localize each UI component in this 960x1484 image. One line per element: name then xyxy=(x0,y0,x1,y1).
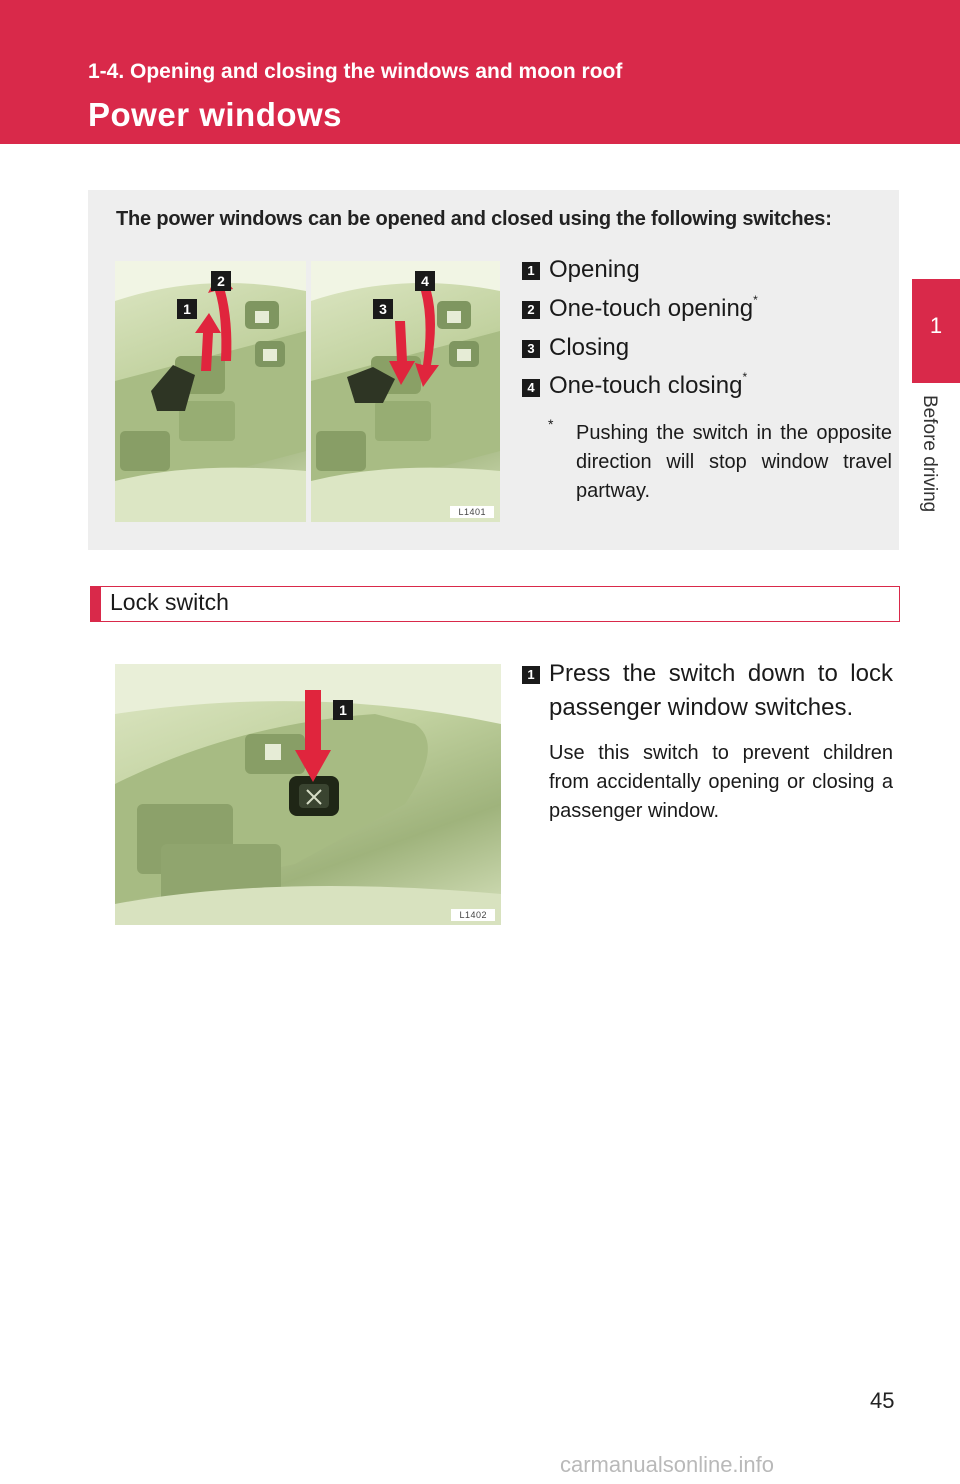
heading-accent-bar xyxy=(91,587,101,621)
page-header xyxy=(0,0,960,144)
chapter-tab-divider xyxy=(912,381,960,383)
page-number: 45 xyxy=(870,1388,895,1413)
page-title: Power windows xyxy=(88,96,343,133)
switch-panel-drawing xyxy=(115,261,306,522)
watermark: carmanualsonline.info xyxy=(560,1452,775,1477)
lock-switch-instruction: Press the switch down to lock passenger window switches. xyxy=(549,660,893,721)
lock-callout-1: 1 xyxy=(333,700,353,720)
intro-text: The power windows can be opened and closed using the following switches: xyxy=(116,208,832,230)
list-item-opening xyxy=(549,256,640,284)
callout-4: 4 xyxy=(415,271,435,291)
photo-code: L1402 xyxy=(451,909,495,921)
chapter-label: Before driving xyxy=(919,395,940,513)
window-switch-opening-illustration xyxy=(115,261,306,522)
switch-panel-drawing xyxy=(311,261,500,522)
list-number: 3 xyxy=(522,340,540,358)
note-asterisk: * xyxy=(548,416,554,432)
step-number: 1 xyxy=(522,666,540,684)
callout-3: 3 xyxy=(373,299,393,319)
list-number: 4 xyxy=(522,379,540,397)
asterisk-mark: * xyxy=(753,293,758,307)
list-item-one-touch-closing xyxy=(549,372,747,400)
list-number: 1 xyxy=(522,262,540,280)
list-item-text: Closing xyxy=(549,334,630,361)
list-item-one-touch-opening xyxy=(549,295,758,323)
chapter-tab xyxy=(912,279,960,381)
list-item-closing xyxy=(549,334,629,362)
list-number: 2 xyxy=(522,301,540,319)
asterisk-mark: * xyxy=(742,370,748,384)
window-switch-closing-illustration xyxy=(311,261,500,522)
list-item-text: One-touch closing xyxy=(549,372,743,399)
callout-1: 1 xyxy=(177,299,197,319)
lock-switch-detail: Use this switch to prevent children from accidentally opening or closing a passenger window. xyxy=(549,742,893,822)
callout-2: 2 xyxy=(211,271,231,291)
list-item-text: Opening xyxy=(549,256,640,283)
photo-code: L1401 xyxy=(450,506,494,518)
intro-panel xyxy=(88,190,899,550)
footnote-text: Pushing the switch in the opposite direction will stop window travel partway. xyxy=(576,422,892,502)
section-label: 1-4. Opening and closing the windows and moon roof xyxy=(88,60,623,83)
chapter-number: 1 xyxy=(929,313,943,338)
lock-switch-heading xyxy=(90,586,900,622)
list-item-text: One-touch opening xyxy=(549,295,754,322)
lock-switch-drawing xyxy=(115,664,501,925)
subheader-title: Lock switch xyxy=(110,589,229,615)
lock-switch-illustration xyxy=(115,664,501,925)
